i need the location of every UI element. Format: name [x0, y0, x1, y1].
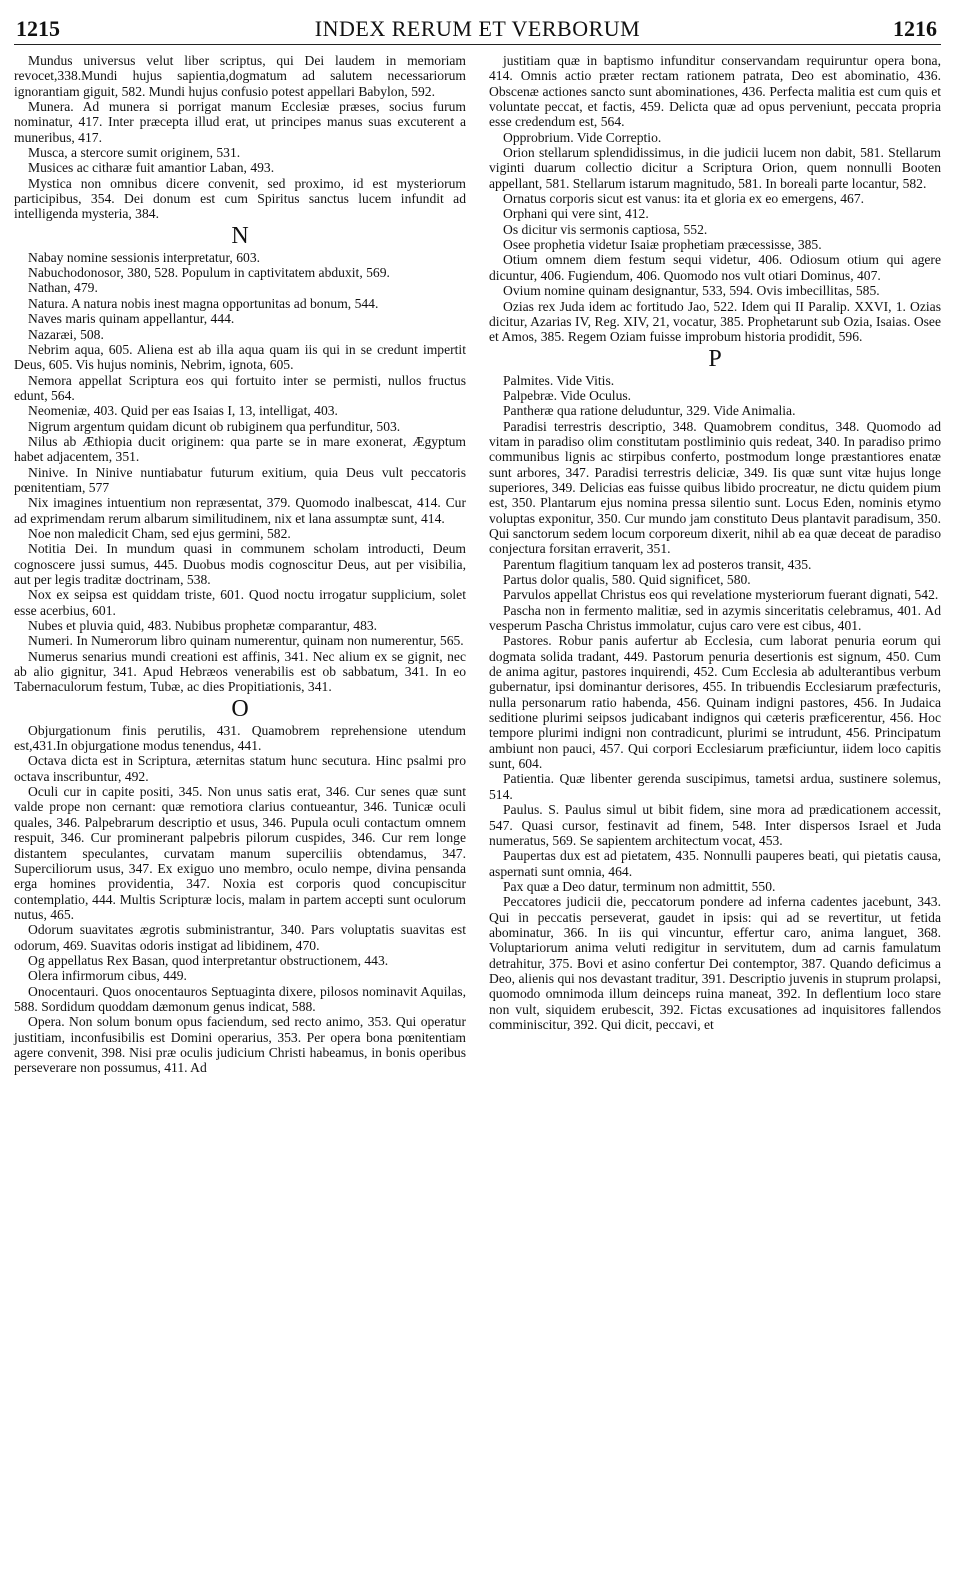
index-entry: Olera infirmorum cibus, 449.	[28, 968, 187, 984]
index-entry: Patientia. Quæ libenter gerenda suscipimus, tametsi ardua, sustinere solemus, 514.	[489, 771, 941, 802]
index-entry: Pascha non in fermento malitiæ, sed in azymis sinceritatis celebramus, 401. Ad vesperum Pascha Christus immolatur, cujus caro vere est cibus, 401.	[489, 602, 941, 634]
index-entry: Peccatores judicii die, peccatorum pondere ad inferna cadentes jacebunt, 343. Qui in peccatis perseverat, gaudet in ipsis: qui ad se revertitur, ut fetida abominatur, 366. In iis qui vincuntur, effertur caro, anima languet, 368. Voluptariorum anima veluti redigitur in servitutem, dum ad carnis famulatum detrahitur, 375. Bovi et asino confertur Dei contemptor, 387. Quando deficimus a Deo, alienis qui nos devastant traditur, 391. Descriptio juvenis in stuprum prolapsi, quomodo omnimoda illum deinceps ruina maneat, 392. In deflentium loco stare non vult, siquidem erubescit, 392. Fictas excusationes ad inquisitores fallendos comminiscitur, 392. Qui dicit, peccavi, et	[489, 894, 941, 1032]
index-entry: Notitia Dei. In mundum quasi in communem scholam introducti, Deum cognoscere jussi sumus, 445. Duobus modis cognoscitur Deus, aut per visibilia, aut per legis traditæ doctrinam, 538.	[14, 541, 466, 587]
index-entry: Nilus ab Æthiopia ducit originem: qua parte se in mare exonerat, Ægyptum habet adjacentem, 351.	[14, 433, 466, 465]
right-page-number: 1216	[893, 16, 937, 41]
index-entry: Mundus universus velut liber scriptus, qui Dei laudem in memoriam revocet,338.Mundi hujus sapientia,dogmatum ad salutem necessariorum ignorantiam giguit, 582. Mundi hujus confusio potest appellari Babylon, 592.	[14, 53, 466, 99]
index-entry: Osee prophetia videtur Isaiæ prophetiam præcessisse, 385.	[503, 237, 822, 253]
index-entry: Nox ex seipsa est quiddam triste, 601. Quod noctu irrogatur supplicium, solet esse acerbius, 601.	[14, 587, 466, 618]
index-entry: Parentum flagitium tanquam lex ad posteros transit, 435.	[503, 556, 812, 572]
index-entry: Partus dolor qualis, 580. Quid significet, 580.	[503, 572, 751, 587]
left-column	[14, 53, 466, 1076]
section-letter	[14, 695, 466, 723]
index-entry: Nix imagines intuentium non repræsentat, 379. Quomodo inalbescat, 414. Cur ad exprimendam rerum albarum similitudinem, nix et lana assumptæ sunt, 414.	[14, 495, 466, 526]
index-entry: Nebrim aqua, 605. Aliena est ab illa aqua quam iis qui in se credunt impertit Deus, 605. Vis hujus nominis, Nebrim, ignota, 605.	[14, 341, 466, 373]
index-entry: Og appellatus Rex Basan, quod interpretantur obstructionem, 443.	[28, 952, 389, 968]
index-entry: Nemora appellat Scriptura eos qui fortuito inter se permisti, nullos fructus edunt, 564.	[14, 372, 466, 403]
index-entry: Paradisi terrestris descriptio, 348. Quamobrem conditus, 348. Quomodo ad vitam in paradiso olim constitutam postliminio quis redeat, 340. In paradiso primo communibus lignis ac stirpibus conferto, postmodum longe præstantiores enatæ sunt arbores, 347. Paradisi terrestris deliciæ, 349. Iis quæ sunt vitæ hujus longe superiores, 349. Delicias eas fuisse quibus libido procreatur, ne dictu quidem pium est, 350. Plantarum ejus nomina pressa silentio sunt. Locus Eden, nominis etymo voluptas exponitur, 350. Cur mundo jam constituto Deus plantavit paradisum, 350. Qui sanctorum sedem locum corporeum dixerit, nihil ab ea quæ deceat de paradiso conjectura forsitan erraverit, 351.	[489, 418, 941, 557]
two-column-body	[14, 53, 941, 1076]
index-entry: Nathan, 479.	[28, 280, 98, 296]
section-letter	[489, 345, 941, 373]
index-entry: Pax quæ a Deo datur, terminum non admittit, 550.	[503, 878, 776, 894]
index-entry: Octava dicta est in Scriptura, æternitas statum hunc secutura. Hinc psalmi pro octava inscribuntur, 492.	[14, 753, 466, 784]
index-entry: Paupertas dux est ad pietatem, 435. Nonnulli pauperes beati, qui pietatis causa, aspernati sunt omnia, 464.	[489, 848, 941, 879]
index-entry: Nazaræi, 508.	[28, 326, 104, 342]
index-entry: Musca, a stercore sumit originem, 531.	[28, 145, 241, 161]
index-entry: Ornatus corporis sicut est vanus: ita et gloria ex eo emergens, 467.	[503, 191, 865, 207]
index-entry: Paulus. S. Paulus simul ut bibit fidem, sine mora ad prædicationem accessit, 547. Quasi cursor, festinavit ad finem, 548. Inter dispersos Israel et Juda numeratus, 569. Se sapientem architectum vocat, 453.	[489, 802, 941, 848]
index-entry: justitiam quæ in baptismo infunditur conservandam requiruntur opera bona, 414. Omnis actio præter rectam rationem patrata, Deo est abominatio, 436. Obscenæ actiones sancto sunt abominationes, 436. Perfecta malitia est cum quis et voluntate peccat, et factis, 459. Delicta quæ ad opus perveniunt, peccata propria esse credendum est, 564.	[489, 53, 941, 130]
index-entry: Pastores. Robur panis aufertur ab Ecclesia, cum laborat penuria eorum qui dogmata solida tradant, 449. Pastorum penuria desertionis est signum, 450. Cum de anima agitur, pastores inquirendi, 452. Cum Ecclesia ab adulterantibus verbum gubernatur, ipsi dominantur derisores, 455. In tribuendis Ecclesiarum præfecturis, nulla personarum ratio habenda, 456. Quinam indigni pastores, 456. In Judaica seditione plurimi seipsos judicabant indignos qui cæteris præficerentur, 456. Hoc tempore plurimi indigni non contradicunt, plurimi se intrudunt, 456. Principatum ambiunt non pauci, 457. Qui corpori Ecclesiarum præficiuntur, iidem loco capitis sunt, 604.	[489, 633, 941, 772]
index-entry: Ninive. In Ninive nuntiabatur futurum exitium, quia Deus vult peccatoris pœnitentiam, 577	[14, 464, 466, 495]
right-column	[489, 53, 941, 1076]
index-entry: Os dicitur vis sermonis captiosa, 552.	[503, 221, 708, 237]
index-entry: Mystica non omnibus dicere convenit, sed proximo, id est mysteriorum participibus, 354. Dei donum est cum Spiritus sanctus lucem infundit ad intelligenda mysteria, 384.	[14, 175, 466, 222]
index-entry: Palpebræ. Vide Oculus.	[503, 387, 632, 403]
section-letter	[14, 222, 466, 250]
left-page-number: 1215	[16, 16, 60, 41]
index-entry: Ovium nomine quinam designantur, 533, 594. Ovis imbecillitas, 585.	[503, 283, 880, 299]
index-entry: Objurgationum finis perutilis, 431. Quamobrem reprehensione utendum est,431.In objurgatione modus tenendus, 441.	[14, 722, 466, 754]
index-entry: Natura. A natura nobis inest magna opportunitas ad bonum, 544.	[28, 295, 379, 311]
running-title: INDEX RERUM ET VERBORUM	[314, 16, 641, 41]
index-entry: Orphani qui vere sint, 412.	[503, 206, 649, 222]
index-entry: Oculi cur in capite positi, 345. Non unus satis erat, 346. Cur senes quæ sunt valde prope non cernant: quæ remotiora clarius contueantur, 346. Tunicæ oculi quales, 346. Palpebrarum descriptio et usus, 346. Pupula oculi contactum omnem respuit, 346. Cur prominerant palpebris pilorum cuspides, 346. Cur rem longe distantem speculantes, curvatam manum superciliis obtendamus, 347. Superciliorum usus, 347. Ex exiguo uno membro, oculo nempe, divina pensanda erga homines providentia, 347. Noxia est corporis quod concupiscitur contemplatio, 444. Multis Scripturæ locis, malam in partem accepti sunt oculorum nutus, 465.	[14, 784, 466, 922]
index-entry: Numerus senarius mundi creationi est affinis, 341. Nec alium ex se gignit, nec ab alio gignitur, 341. Apud Hebræos venerabilis est ob sabbatum, 341. In eo Tabernaculorum festum, Tubæ, ac dies Propitiationis, 341.	[14, 648, 466, 695]
running-header	[14, 14, 941, 45]
index-entry: Nabay nomine sessionis interpretatur, 603.	[28, 249, 261, 265]
section-letter-text: O	[231, 695, 249, 722]
index-entry: Nigrum argentum quidam dicunt ob rubiginem qua perfunditur, 503.	[28, 418, 401, 434]
index-entry: Pantheræ qua ratione deluduntur, 329. Vide Animalia.	[503, 403, 796, 419]
index-entry: Palmites. Vide Vitis.	[503, 372, 615, 388]
section-letter-text: N	[231, 222, 249, 249]
index-entry: Nubes et pluvia quid, 483. Nubibus prophetæ comparantur, 483.	[28, 618, 378, 634]
index-entry: Munera. Ad munera si porrigat manum Ecclesiæ præses, socius furum nominatur, 417. Inter præcepta illud erat, ut principes manus suas excuterent a muneribus, 417.	[14, 99, 466, 145]
index-entry: Nabuchodonosor, 380, 528. Populum in captivitatem abduxit, 569.	[28, 265, 390, 281]
index-entry: Odorum suavitates ægrotis subministrantur, 340. Pars voluptatis suavitas est odorum, 469. Suavitas odoris instigat ad libidinem, 470.	[14, 922, 466, 953]
section-letter-text: P	[708, 345, 722, 372]
index-entry: Opera. Non solum bonum opus faciendum, sed recto animo, 353. Qui operatur justitiam, inconfusibilis est Domini operarius, 353. Per opera bona pœnitentiam agere convenit, 398. Nisi præ oculis judicium Christi habeamus, in bonis operibus perseverare non possumus, 411. Ad	[14, 1014, 466, 1076]
index-entry: Neomeniæ, 403. Quid per eas Isaias I, 13, intelligat, 403.	[28, 403, 338, 419]
index-entry: Parvulos appellat Christus eos qui revelatione mysteriorum fuerant dignati, 542.	[503, 587, 939, 603]
index-entry: Orion stellarum splendidissimus, in die judicii lucem non dabit, 581. Stellarum viginti duarum collectio dicitur a Scriptura Orion, quem nonnulli Booten appellant, 581. Stellarum istarum magnitudo, 581. In boreali parte locantur, 582.	[489, 145, 941, 191]
index-entry: Opprobrium. Vide Correptio.	[503, 129, 662, 145]
index-entry: Numeri. In Numerorum libro quinam numerentur, quinam non numerentur, 565.	[28, 633, 464, 649]
index-entry: Naves maris quinam appellantur, 444.	[28, 311, 235, 327]
index-entry: Onocentauri. Quos onocentauros Septuaginta dixere, pilosos nominavit Aquilas, 588. Sordidum quoddam dæmonum genus indicat, 588.	[14, 983, 466, 1014]
index-entry: Otium omnem diem festum sequi videtur, 406. Odiosum otium qui agere dicuntur, 406. Fugiendum, 406. Quomodo nos vult otiari Dominus, 407.	[489, 252, 941, 283]
index-entry: Noe non maledicit Cham, sed ejus germini, 582.	[28, 525, 291, 541]
index-entry: Musices ac citharæ fuit amantior Laban, 493.	[28, 160, 275, 176]
index-entry: Ozias rex Juda idem ac fortitudo Jao, 522. Idem qui II Paralip. XXVI, 1. Ozias dicitur, Azarias IV, Reg. XIV, 21, vocatur, 385. Prophetarunt sub Ozia, Isaias. Osee et Amos, 385. Regem Oziam fuisse improbum historia prodidit, 596.	[489, 298, 941, 345]
